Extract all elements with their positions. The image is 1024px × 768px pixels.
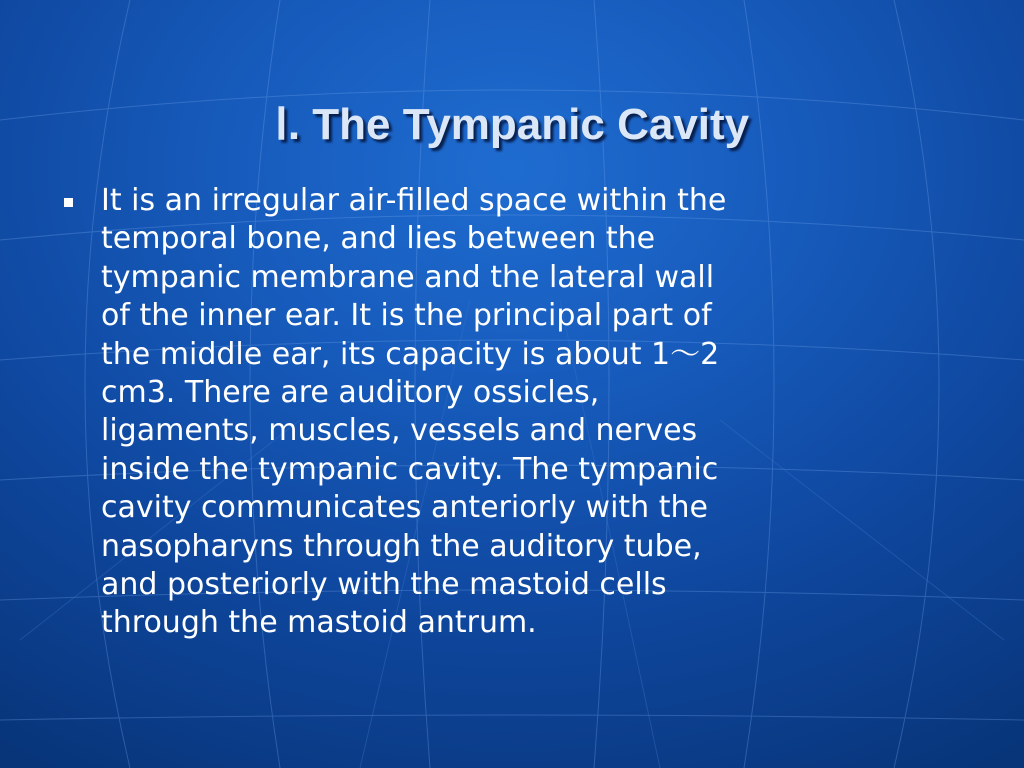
slide-title-bold: Tympanic Cavity xyxy=(402,100,750,150)
square-bullet-icon xyxy=(64,198,73,207)
bullet-text: It is an irregular air-filled space within the temporal bone, and lies between the tympanic membrane and the lateral wall of the inner ear. It is the principal part of the middle ear, its capacity is about 1～2 cm3. There are auditory ossicles, ligaments, muscles, vessels and nerves inside the tympanic cavity. The tympanic cavity communicates anteriorly with the nasopharyns through the auditory tube, and posteriorly with the mastoid cells through the mastoid antrum. xyxy=(101,183,727,641)
slide-title xyxy=(0,95,1024,155)
slide-title-prefix: Ⅰ. The xyxy=(274,100,403,150)
